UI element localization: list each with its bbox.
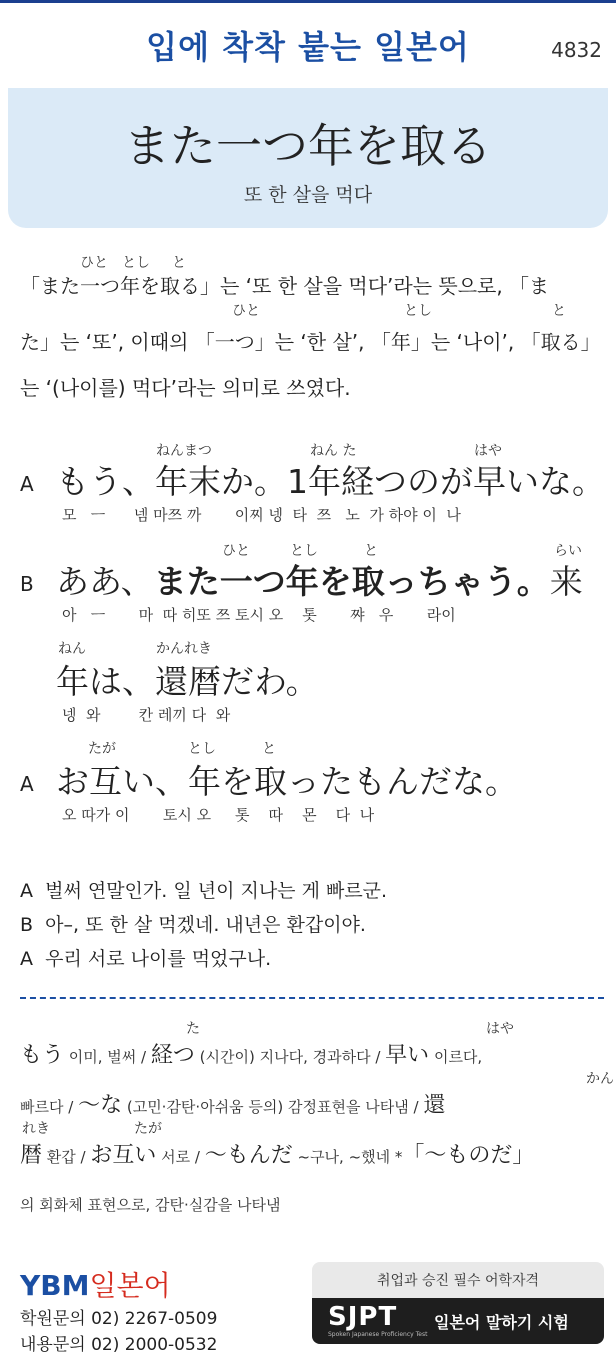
vocab-word: 還 bbox=[423, 1093, 446, 1118]
title-korean: 또 한 살을 먹다 bbox=[243, 184, 373, 206]
sjpt-ad[interactable] bbox=[312, 1262, 604, 1344]
explanation-line-2: た」는 ‘또’, 이때의 「一つ」는 ‘한 살’, 「年」는 ‘나이’, 「取る」 bbox=[20, 330, 601, 354]
vocab-note: 의 회화체 표현으로, 감탄·실감을 나타냄 bbox=[20, 1196, 281, 1214]
vocab-word: 〜もんだ bbox=[204, 1143, 293, 1168]
ruby-nenmatsu: ねんまつ bbox=[156, 443, 212, 459]
translation-text: 아–, 또 한 살 먹겠네. 내년은 환갑이야. bbox=[45, 914, 366, 936]
ad-tagline: 취업과 승진 필수 어학자격 bbox=[376, 1273, 540, 1289]
contact-content: 내용문의 02) 2000-0532 bbox=[20, 1335, 218, 1355]
vocab-line-1 bbox=[20, 1038, 610, 1069]
dialogue-pronunciation: 아 ㅡ 마 따 히또 쯔 토시 오 톳 쨔 우 라이 bbox=[62, 606, 456, 624]
dialogue-japanese-bold: また一つ年を取っちゃう。 bbox=[153, 562, 550, 601]
dialogue-japanese: 年は、還暦だわ。 bbox=[56, 662, 319, 701]
translation-line bbox=[20, 876, 387, 903]
dialogue-japanese-post: 来 bbox=[549, 562, 583, 601]
vocab-line-2 bbox=[20, 1088, 610, 1119]
vocab-meaning: 서로 / bbox=[156, 1148, 205, 1166]
vocab-word: お互い bbox=[90, 1143, 157, 1168]
logo-ybm: YBM bbox=[20, 1269, 90, 1302]
ruby-toshi: とし bbox=[290, 543, 318, 559]
series-title: 입에 착착 붙는 일본어 bbox=[146, 28, 470, 66]
vocab-line-3 bbox=[20, 1138, 610, 1169]
dialogue-japanese: もう、年末か。1年経つのが早いな。 bbox=[56, 462, 605, 501]
translation-line bbox=[20, 910, 366, 937]
ruby-reki: れき bbox=[22, 1121, 50, 1137]
ruby-to: と bbox=[172, 255, 186, 271]
dialogue-pronunciation: 넹 와 칸 레끼 다 와 bbox=[62, 706, 231, 724]
ruby-taga: たが bbox=[88, 741, 116, 757]
ruby-ta: た bbox=[186, 1021, 200, 1037]
translation-line bbox=[20, 944, 271, 971]
ruby-to: と bbox=[364, 543, 378, 559]
explanation-line-3: 는 ‘(나이를) 먹다’라는 의미로 쓰였다. bbox=[20, 376, 351, 400]
vocab-word: 〜な bbox=[78, 1093, 123, 1118]
issue-number: 4832 bbox=[551, 38, 602, 62]
ad-banner bbox=[312, 1298, 604, 1344]
speaker-label: A bbox=[20, 472, 34, 496]
translation-speaker: A bbox=[20, 880, 33, 902]
dialogue-japanese bbox=[56, 556, 583, 603]
ruby-hito: ひと bbox=[80, 255, 108, 271]
vocab-meaning: 빠르다 / bbox=[20, 1098, 79, 1116]
ruby-to-2: と bbox=[552, 303, 566, 319]
ruby-kanreki: かんれき bbox=[156, 641, 212, 657]
ruby-nenta: ねん た bbox=[310, 443, 357, 459]
translation-text: 벌써 연말인가. 일 년이 지나는 게 빠르군. bbox=[45, 880, 388, 902]
translation-speaker: B bbox=[20, 914, 34, 936]
vocab-word: 「〜ものだ」 bbox=[402, 1143, 535, 1168]
speaker-label: A bbox=[20, 772, 34, 796]
ruby-toshi: とし bbox=[122, 255, 150, 271]
sjpt-logo: SJPT bbox=[328, 1302, 398, 1332]
vocab-meaning: 이미, 벌써 / bbox=[64, 1048, 151, 1066]
ybm-logo bbox=[20, 1264, 171, 1304]
translation-text: 우리 서로 나이를 먹었구나. bbox=[45, 948, 272, 970]
vocab-meaning: (고민·감탄·아쉬움 등의) 감정표현을 나타냄 / bbox=[122, 1098, 424, 1116]
title-japanese: また一つ年を取る bbox=[124, 119, 492, 173]
ruby-hito: ひと bbox=[222, 543, 250, 559]
ruby-rai: らい bbox=[554, 543, 582, 559]
ruby-haya: はや bbox=[486, 1021, 514, 1037]
vocab-meaning: ~구나, ~했네 * bbox=[292, 1148, 403, 1166]
vocab-word: もう bbox=[20, 1043, 65, 1068]
ruby-toshi: とし bbox=[188, 741, 216, 757]
dashed-divider bbox=[20, 997, 604, 999]
ruby-haya: はや bbox=[474, 443, 502, 459]
ruby-to: と bbox=[262, 741, 276, 757]
translation-speaker: A bbox=[20, 948, 33, 970]
vocab-meaning: (시간이) 지나다, 경과하다 / bbox=[194, 1048, 386, 1066]
vocab-meaning: 환갑 / bbox=[42, 1148, 91, 1166]
ruby-toshi-2: とし bbox=[404, 303, 432, 319]
logo-japanese: 일본어 bbox=[89, 1269, 171, 1302]
vocab-word: 経つ bbox=[150, 1043, 195, 1068]
ruby-kan: かん bbox=[586, 1071, 614, 1087]
speaker-label: B bbox=[20, 572, 34, 596]
ruby-hito-2: ひと bbox=[232, 303, 260, 319]
ad-test-name: 일본어 말하기 시험 bbox=[434, 1313, 569, 1332]
contact-academy: 학원문의 02) 2267-0509 bbox=[20, 1309, 218, 1329]
vocab-word: 暦 bbox=[20, 1143, 43, 1168]
sjpt-subtitle: Spoken Japanese Proficiency Test bbox=[328, 1331, 428, 1338]
ruby-nen: ねん bbox=[58, 641, 86, 657]
dialogue-japanese: お互い、年を取ったもんだな。 bbox=[56, 762, 518, 801]
vocab-meaning: 이르다, bbox=[429, 1048, 483, 1066]
ruby-taga: たが bbox=[134, 1121, 162, 1137]
dialogue-japanese-pre: ああ、 bbox=[56, 562, 154, 601]
vocab-word: 早い bbox=[385, 1043, 430, 1068]
dialogue-pronunciation: 오 따가 이 토시 오 톳 따 몬 다 나 bbox=[62, 806, 375, 824]
explanation-line-1: 「また一つ年を取る」는 ‘또 한 살을 먹다’라는 뜻으로, 「ま bbox=[20, 274, 550, 298]
dialogue-pronunciation: 모 ㅡ 넴 마쯔 까 이찌 넹 타 쯔 노 가 하야 이 나 bbox=[62, 506, 461, 524]
top-rule bbox=[0, 0, 616, 3]
